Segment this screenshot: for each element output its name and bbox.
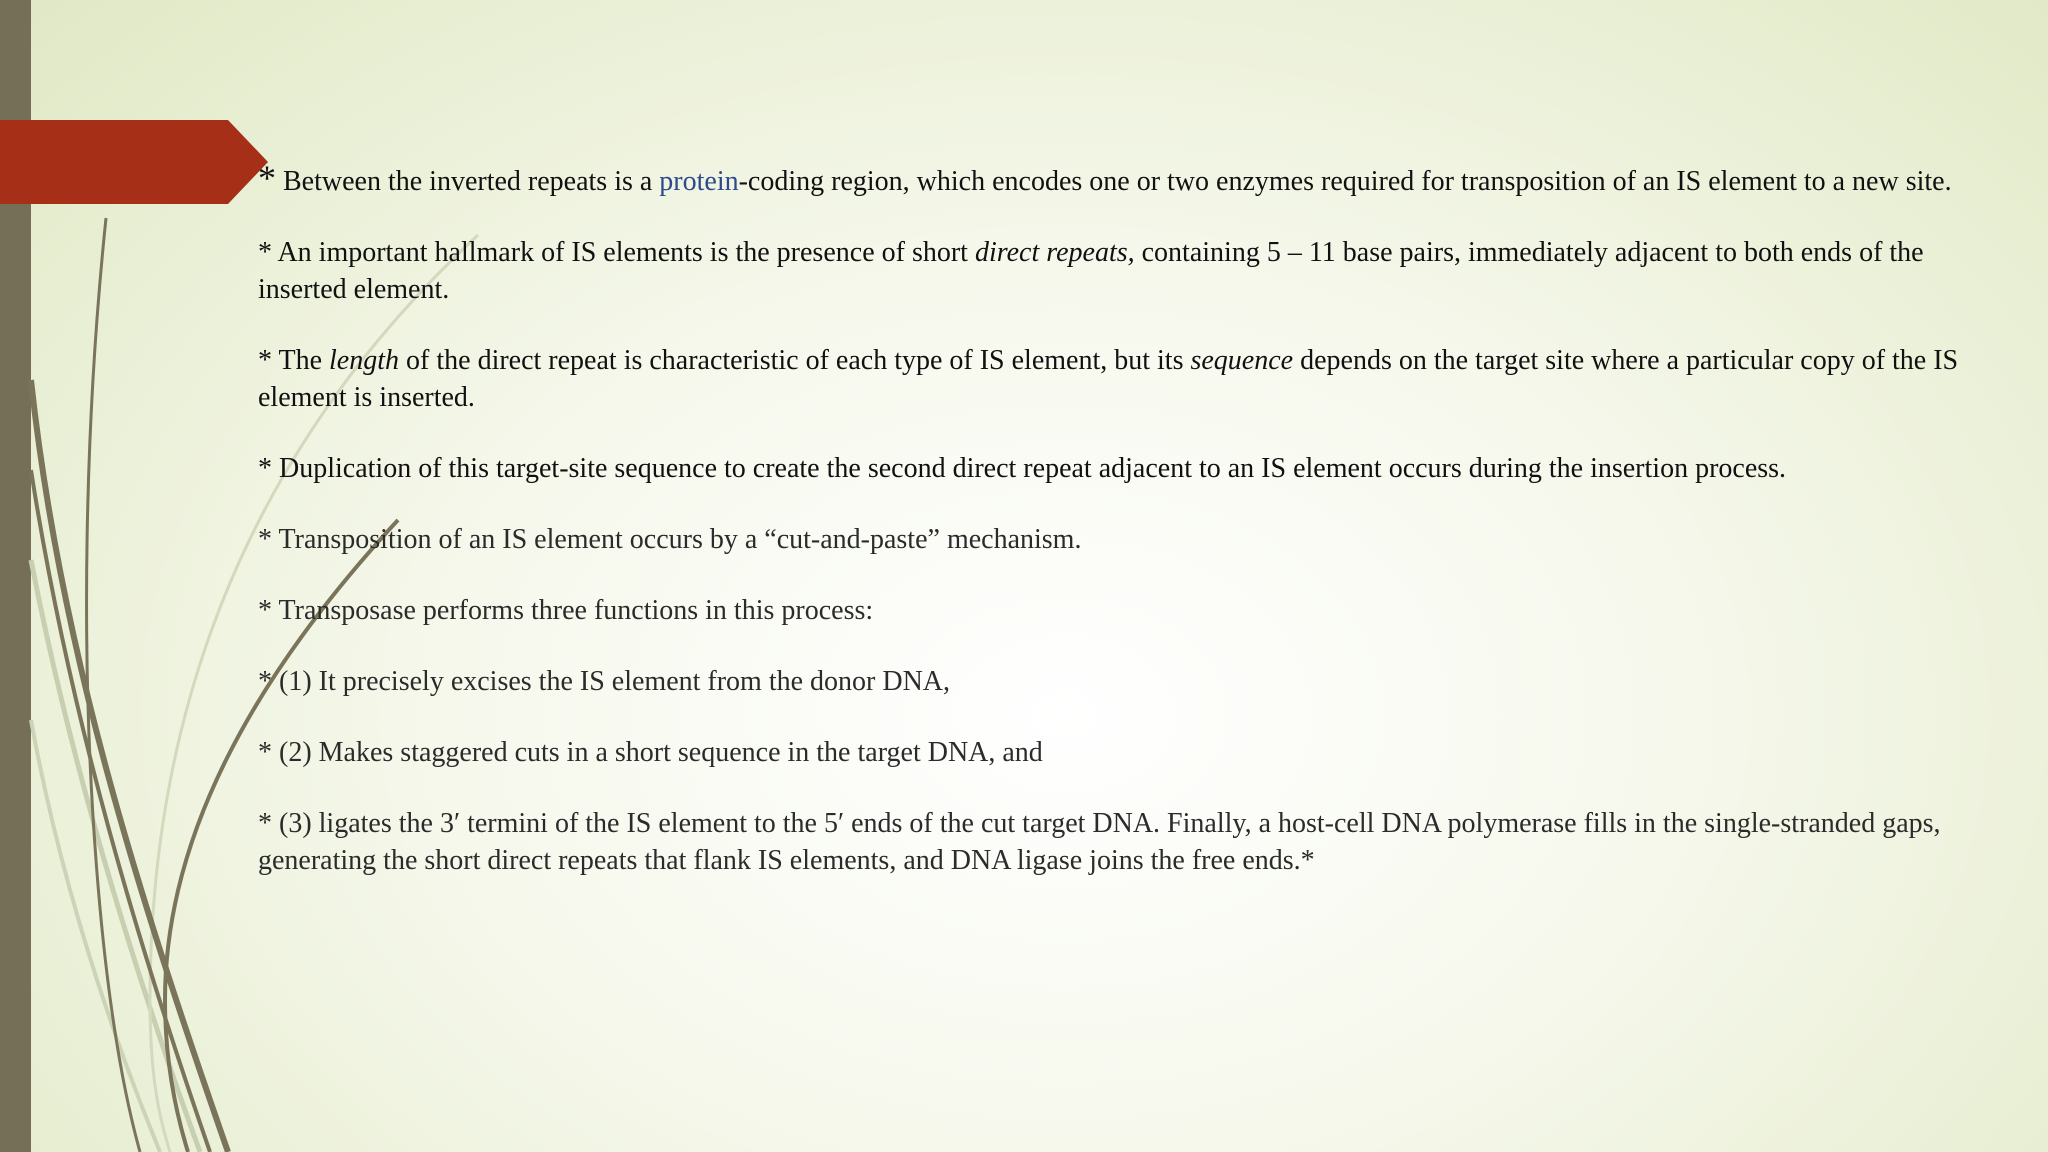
- paragraph-9: * (3) ligates the 3′ termini of the IS element to the 5′ ends of the cut target DNA. Finally, a host-cell DNA polymerase fills in the single-stranded gaps, generating the short direct repeats that flank IS elements, and DNA ligase joins the free ends.*: [258, 808, 1941, 876]
- paragraph-3: * The length of the direct repeat is characteristic of each type of IS element, but its sequence depends on the target site where a particular copy of the IS element is inserted.: [258, 345, 1959, 413]
- paragraph-1: * Between the inverted repeats is a protein-coding region, which encodes one or two enzymes required for transposition of an IS element to a new site.: [258, 158, 1952, 198]
- curve-mid: [31, 470, 210, 1152]
- bullet-star: *: [258, 158, 276, 198]
- emphasis-direct-repeats: direct repeats,: [974, 237, 1135, 268]
- paragraph-4: * Duplication of this target-site sequence to create the second direct repeat adjacent to an IS element occurs during the insertion process.: [258, 453, 1787, 484]
- curve-light-1: [31, 560, 200, 1152]
- paragraph-7: * (1) It precisely excises the IS element from the donor DNA,: [258, 666, 951, 697]
- paragraph-2: * An important hallmark of IS elements is the presence of short direct repeats, containing 5 – 11 base pairs, immediately adjacent to both ends of the inserted element.: [258, 237, 1924, 305]
- paragraph-6: * Transposase performs three functions in this process:: [258, 595, 874, 626]
- title-banner-arrow: [0, 0, 280, 210]
- paragraph-8: * (2) Makes staggered cuts in a short sequence in the target DNA, and: [258, 737, 1043, 768]
- slide-body: [258, 158, 2008, 913]
- paragraph-5: * Transposition of an IS element occurs by a “cut-and-paste” mechanism.: [258, 524, 1082, 555]
- curve-thick: [31, 380, 228, 1152]
- curve-thin: [87, 218, 140, 1152]
- curve-light-3: [31, 720, 160, 1152]
- protein-link[interactable]: protein: [659, 166, 739, 197]
- emphasis-sequence: sequence: [1190, 345, 1294, 376]
- emphasis-length: length: [329, 345, 400, 376]
